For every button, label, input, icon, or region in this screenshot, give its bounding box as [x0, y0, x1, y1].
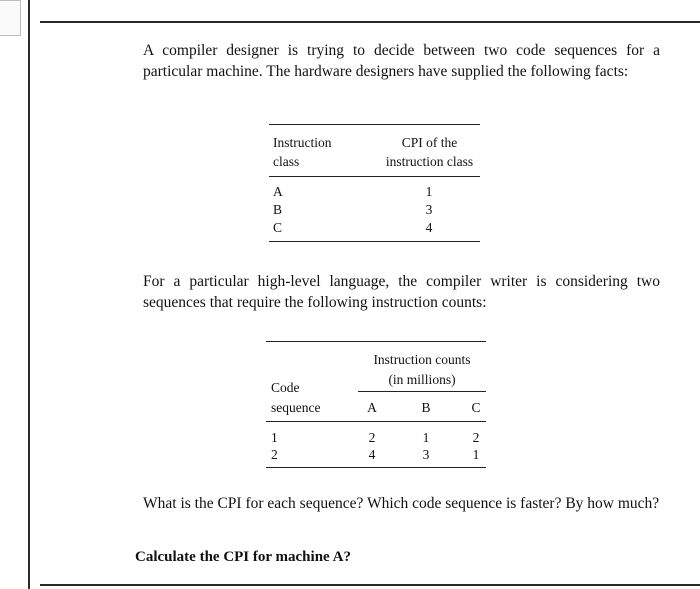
cpi-cell: 1: [425, 184, 433, 199]
class-cell: A: [273, 184, 283, 199]
cpi-cell: 4: [425, 220, 433, 235]
sequence-cell: 2: [271, 447, 278, 462]
side-tab[interactable]: [0, 0, 21, 36]
bottom-divider: [40, 584, 700, 586]
top-divider: [40, 21, 700, 23]
column-header-c: C: [471, 400, 481, 415]
count-b-cell: 3: [422, 447, 430, 462]
count-a-cell: 2: [368, 430, 376, 445]
count-c-cell: 2: [472, 430, 480, 445]
header-instruction: Instruction: [273, 135, 332, 150]
sequence-cell: 1: [271, 430, 278, 445]
class-cell: B: [273, 202, 283, 217]
left-side-panel: [0, 0, 30, 589]
column-header-b: B: [421, 400, 431, 415]
header-cpi-of-the: CPI of the: [401, 135, 458, 150]
header-instruction-counts: Instruction counts: [373, 352, 471, 367]
cpi-table: [269, 124, 480, 242]
calculate-prompt: Calculate the CPI for machine A?: [135, 549, 351, 565]
intro-paragraph: A compiler designer is trying to decide between two code sequences for a particular machine. The hardware designers have supplied the following facts:: [143, 42, 660, 80]
column-header-a: A: [367, 400, 377, 415]
table-top-rule: [266, 341, 486, 342]
header-code: Code: [271, 380, 300, 395]
header-class: class: [273, 154, 300, 169]
class-cell: C: [273, 220, 283, 235]
middle-paragraph: For a particular high-level language, the compiler writer is considering two sequences that require the following instruction counts:: [143, 273, 660, 311]
table-bottom-rule: [269, 241, 480, 242]
question-paragraph: What is the CPI for each sequence? Which code sequence is faster? By how much?: [143, 495, 660, 512]
count-a-cell: 4: [368, 447, 376, 462]
instruction-count-table: [266, 341, 486, 469]
header-instruction-class: instruction class: [385, 154, 474, 169]
table-bottom-rule: [266, 467, 486, 468]
table-header-rule: [266, 421, 486, 422]
header-in-millions: (in millions): [388, 372, 456, 387]
header-sequence: sequence: [271, 400, 321, 415]
count-b-cell: 1: [422, 430, 430, 445]
group-header-rule: [358, 391, 486, 392]
cpi-cell: 3: [425, 202, 433, 217]
count-c-cell: 1: [472, 447, 480, 462]
table-top-rule: [269, 124, 480, 125]
table-header-rule: [269, 176, 480, 177]
